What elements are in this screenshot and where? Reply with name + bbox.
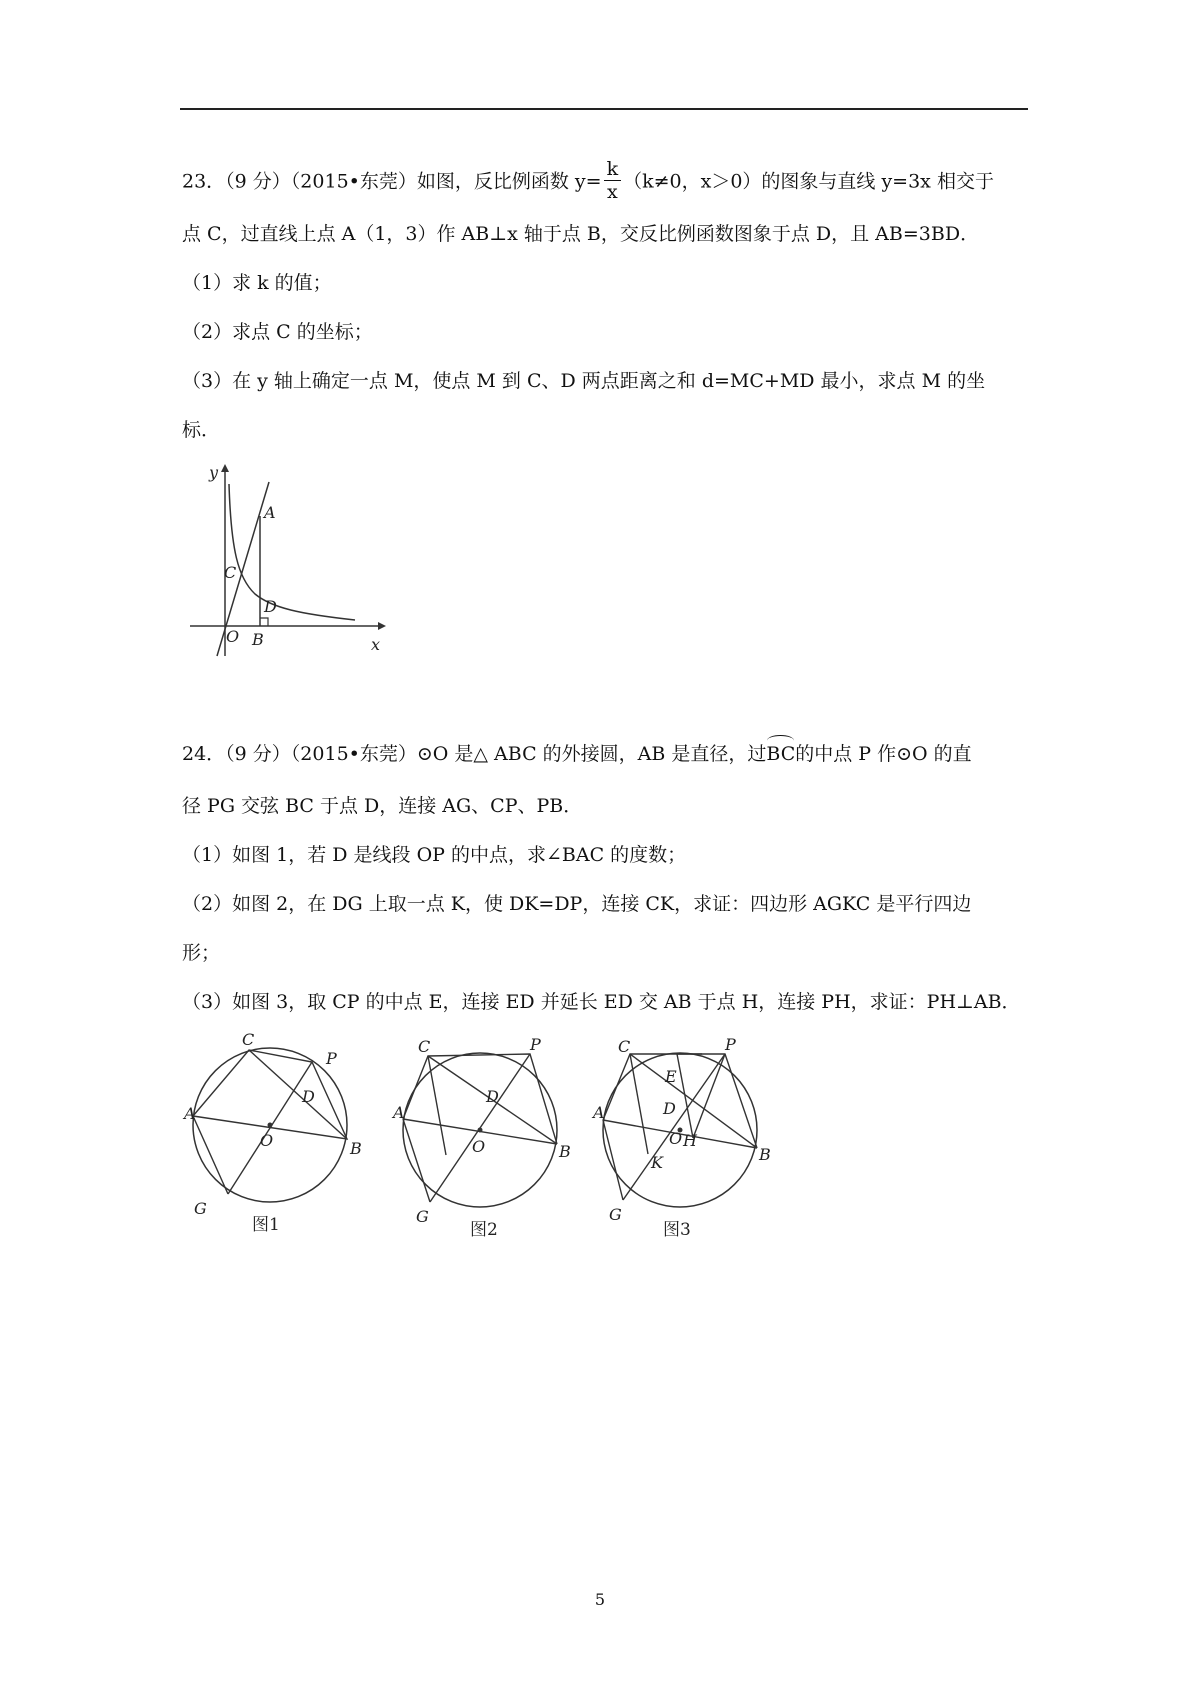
- label-x: x: [371, 635, 381, 654]
- fig2-label-O: O: [472, 1137, 486, 1156]
- label-y: y: [209, 463, 219, 482]
- fig2-label-C: C: [418, 1037, 431, 1056]
- fraction-numerator: k: [604, 158, 622, 181]
- fig1-label-O: O: [260, 1131, 274, 1150]
- q24-part3: （3）如图 3，取 CP 的中点 E，连接 ED 并延长 ED 交 AB 于点 H，连接 PH，求证：PH⊥AB．: [182, 991, 1021, 1013]
- fig1-label-B: B: [350, 1139, 362, 1158]
- q23-figure: [180, 460, 390, 660]
- header-rule: [180, 108, 1028, 110]
- label-O: O: [226, 627, 240, 646]
- label-C: C: [224, 563, 237, 582]
- q24-figure-2: [390, 1032, 580, 1237]
- fig1-label-D: D: [302, 1087, 315, 1106]
- fig3-label-P: P: [725, 1035, 736, 1054]
- page-number: 5: [594, 1590, 606, 1609]
- label-A: A: [264, 503, 276, 522]
- q24-head-pre: 24．（9 分）（2015•东莞）⊙O 是△ ABC 的外接圆，AB 是直径，过: [182, 743, 767, 765]
- fig2-label-D: D: [486, 1087, 499, 1106]
- fig3-label-K: K: [651, 1153, 663, 1172]
- fig2-label-B: B: [559, 1142, 571, 1161]
- q24-part1: （1）如图 1，若 D 是线段 OP 的中点，求∠BAC 的度数；: [182, 844, 687, 866]
- q23-part2: （2）求点 C 的坐标；: [182, 321, 373, 343]
- label-B: B: [252, 630, 264, 649]
- fig1-label-P: P: [326, 1049, 337, 1068]
- q23-part1: （1）求 k 的值；: [182, 272, 332, 294]
- q23-part3-cont: 标．: [182, 419, 221, 441]
- q24-line2: 径 PG 交弦 BC 于点 D，连接 AG、CP、PB．: [182, 795, 583, 817]
- fig3-label-D: D: [663, 1099, 676, 1118]
- fig3-label-G: G: [609, 1205, 622, 1224]
- fig3-label-A: A: [593, 1103, 605, 1122]
- q23-heading: [182, 160, 994, 205]
- fig1-caption: 图1: [252, 1215, 280, 1235]
- q24-heading: [182, 742, 972, 766]
- fig1-label-A: A: [184, 1104, 196, 1123]
- fig3-label-O: O: [669, 1129, 683, 1148]
- fig2-label-G: G: [416, 1207, 429, 1226]
- fig1-label-C: C: [242, 1030, 255, 1049]
- q24-part2: （2）如图 2，在 DG 上取一点 K，使 DK=DP，连接 CK，求证：四边形 AGKC 是平行四边: [182, 893, 972, 915]
- fig3-label-B: B: [759, 1145, 771, 1164]
- fraction-k-over-x: [604, 158, 622, 203]
- q23-head-post: （k≠0，x＞0）的图象与直线 y=3x 相交于: [623, 170, 994, 193]
- q24-head-post: 的中点 P 作⊙O 的直: [795, 743, 972, 765]
- q23-line2: 点 C，过直线上点 A（1，3）作 AB⊥x 轴于点 B，交反比例函数图象于点 D，且 AB=3BD．: [182, 223, 980, 245]
- fig2-label-A: A: [393, 1103, 405, 1122]
- fig2-caption: 图2: [470, 1220, 498, 1237]
- fig1-label-G: G: [194, 1199, 207, 1218]
- fraction-denominator: x: [606, 181, 618, 203]
- fig3-label-E: E: [665, 1067, 677, 1086]
- label-D: D: [264, 597, 277, 616]
- fig3-label-H: H: [683, 1131, 697, 1150]
- fig3-caption: 图3: [663, 1220, 691, 1237]
- q24-part2-cont: 形；: [182, 942, 221, 964]
- fig2-label-P: P: [530, 1035, 541, 1054]
- arc-bc: BC: [766, 743, 796, 765]
- q24-figure-1: [180, 1020, 380, 1235]
- q23-part3: （3）在 y 轴上确定一点 M，使点 M 到 C、D 两点距离之和 d=MC+MD 最小，求点 M 的坐: [182, 370, 986, 392]
- fig3-label-C: C: [618, 1037, 631, 1056]
- q23-head-pre: 23．（9 分）（2015•东莞）如图，反比例函数 y=: [182, 170, 602, 193]
- q24-figure-3: [585, 1032, 785, 1237]
